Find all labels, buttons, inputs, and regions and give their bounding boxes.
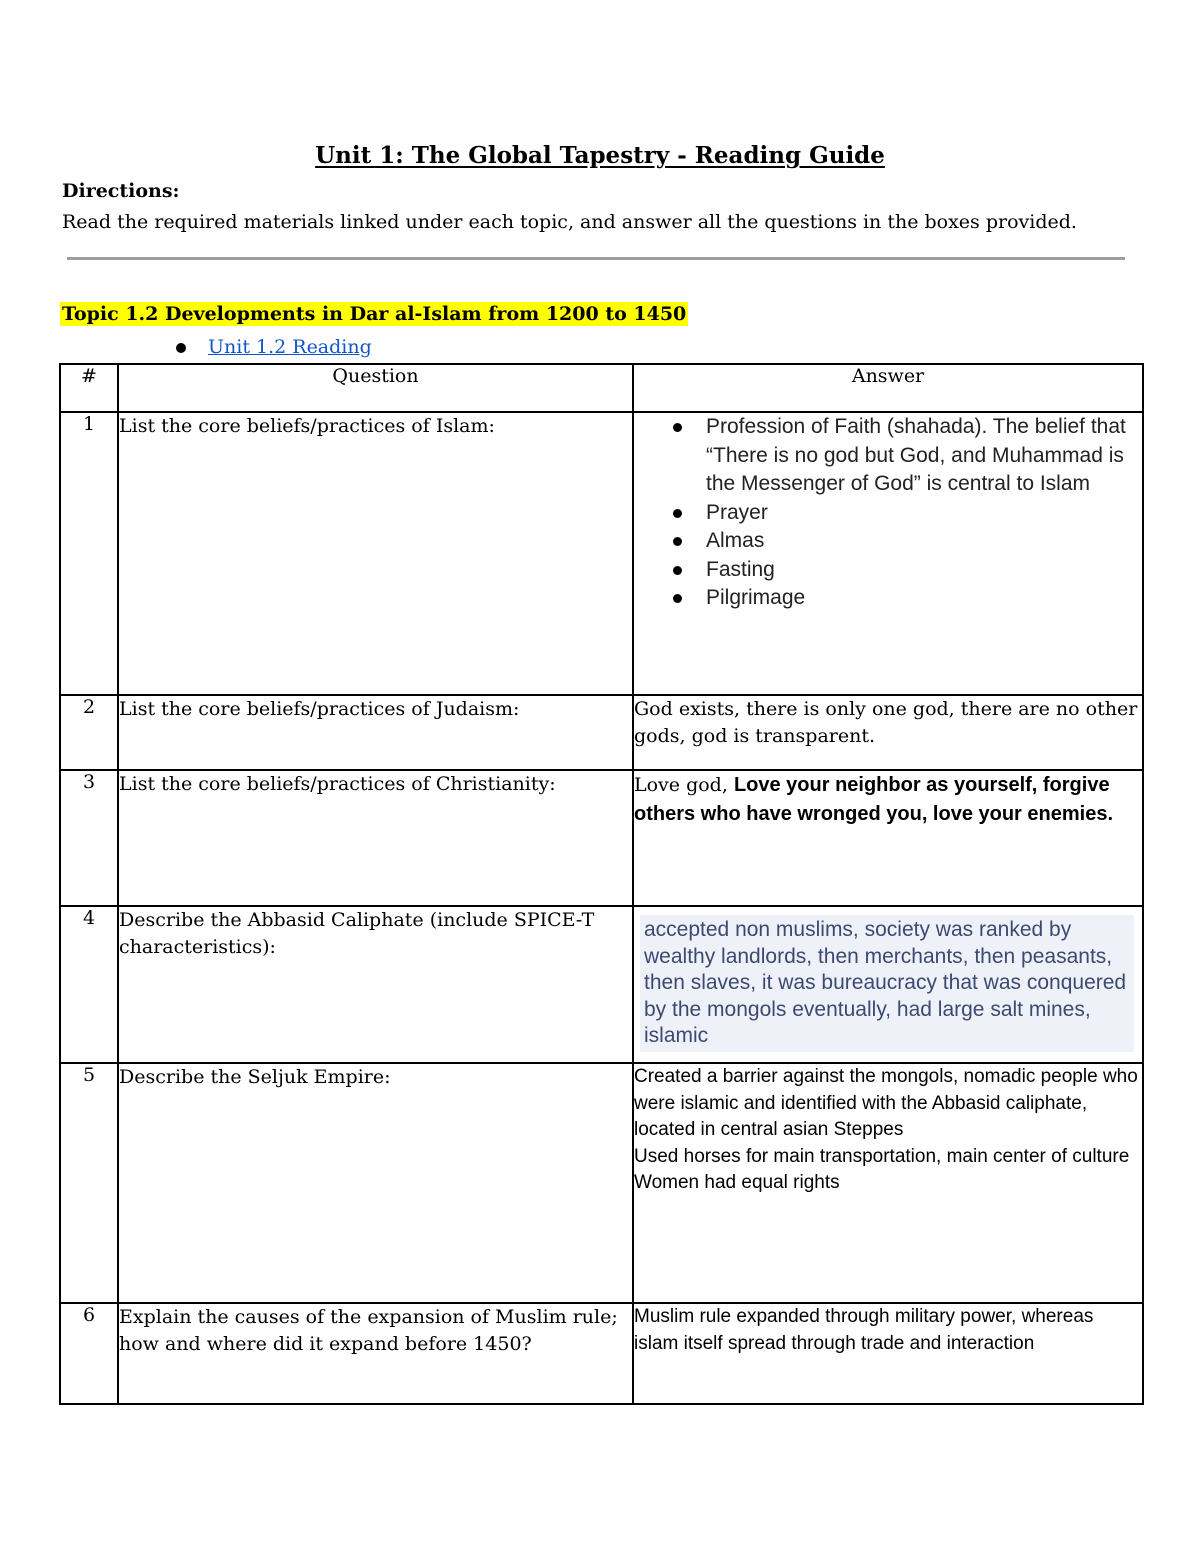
answer-list (634, 413, 1142, 613)
header-question: Question (118, 364, 633, 412)
question-cell: List the core beliefs/practices of Judaism: (118, 695, 633, 770)
question-cell: Explain the causes of the expansion of Muslim rule; how and where did it expand before 1450? (118, 1303, 633, 1404)
header-number: # (60, 364, 118, 412)
directions-text: Read the required materials linked under each topic, and answer all the questions in the boxes provided. (62, 211, 1077, 233)
table-row (60, 695, 1143, 770)
answer-cell[interactable]: God exists, there is only one god, there are no other gods, god is transparent. (633, 695, 1143, 770)
horizontal-divider (67, 257, 1125, 260)
answer-line: Created a barrier against the mongols, nomadic people who were islamic and identified with the Abbasid caliphate, located in central asian Steppes (634, 1066, 1138, 1140)
row-number: 1 (60, 412, 118, 695)
row-number: 6 (60, 1303, 118, 1404)
table-row (60, 770, 1143, 906)
header-answer: Answer (633, 364, 1143, 412)
list-item: Almas (706, 527, 1142, 556)
table-row (60, 1303, 1143, 1404)
question-cell: List the core beliefs/practices of Islam: (118, 412, 633, 695)
list-item: Profession of Faith (shahada). The belief that “There is no god but God, and Muhammad is the Messenger of God” is central to Islam (706, 413, 1142, 499)
answer-cell[interactable] (633, 770, 1143, 906)
bullet-icon (176, 343, 186, 353)
question-cell: List the core beliefs/practices of Christianity: (118, 770, 633, 906)
list-item: Prayer (706, 499, 1142, 528)
answer-emphasis: Love your neighbor as yourself, forgive others who have wronged you, love your enemies. (634, 774, 1114, 825)
answer-cell[interactable] (633, 412, 1143, 695)
question-cell: Describe the Abbasid Caliphate (include SPICE-T characteristics): (118, 906, 633, 1063)
answer-cell[interactable] (633, 906, 1143, 1063)
reading-link-item (176, 336, 372, 358)
row-number: 3 (60, 770, 118, 906)
answer-lead: Love god, (634, 774, 728, 796)
answer-cell[interactable] (633, 1063, 1143, 1303)
unit-reading-link[interactable]: Unit 1.2 Reading (208, 336, 372, 358)
table-header-row (60, 364, 1143, 412)
directions-label: Directions: (62, 180, 180, 202)
table-row (60, 906, 1143, 1063)
question-cell: Describe the Seljuk Empire: (118, 1063, 633, 1303)
document-title: Unit 1: The Global Tapestry - Reading Guide (315, 142, 885, 169)
list-item: Fasting (706, 556, 1142, 585)
reading-guide-table (59, 363, 1144, 1405)
row-number: 5 (60, 1063, 118, 1303)
answer-line: Used horses for main transportation, main center of culture (634, 1145, 1130, 1167)
row-number: 2 (60, 695, 118, 770)
topic-heading: Topic 1.2 Developments in Dar al-Islam from 1200 to 1450 (62, 303, 687, 325)
answer-cell[interactable]: Muslim rule expanded through military power, whereas islam itself spread through trade and interaction (633, 1303, 1143, 1404)
answer-highlight-box: accepted non muslims, society was ranked by wealthy landlords, then merchants, then peasants, then slaves, it was bureaucracy that was conquered by the mongols eventually, had large salt mines, islamic (640, 915, 1134, 1052)
answer-line: Women had equal rights (634, 1172, 840, 1193)
row-number: 4 (60, 906, 118, 1063)
list-item: Pilgrimage (706, 584, 1142, 613)
table-row (60, 1063, 1143, 1303)
table-row (60, 412, 1143, 695)
